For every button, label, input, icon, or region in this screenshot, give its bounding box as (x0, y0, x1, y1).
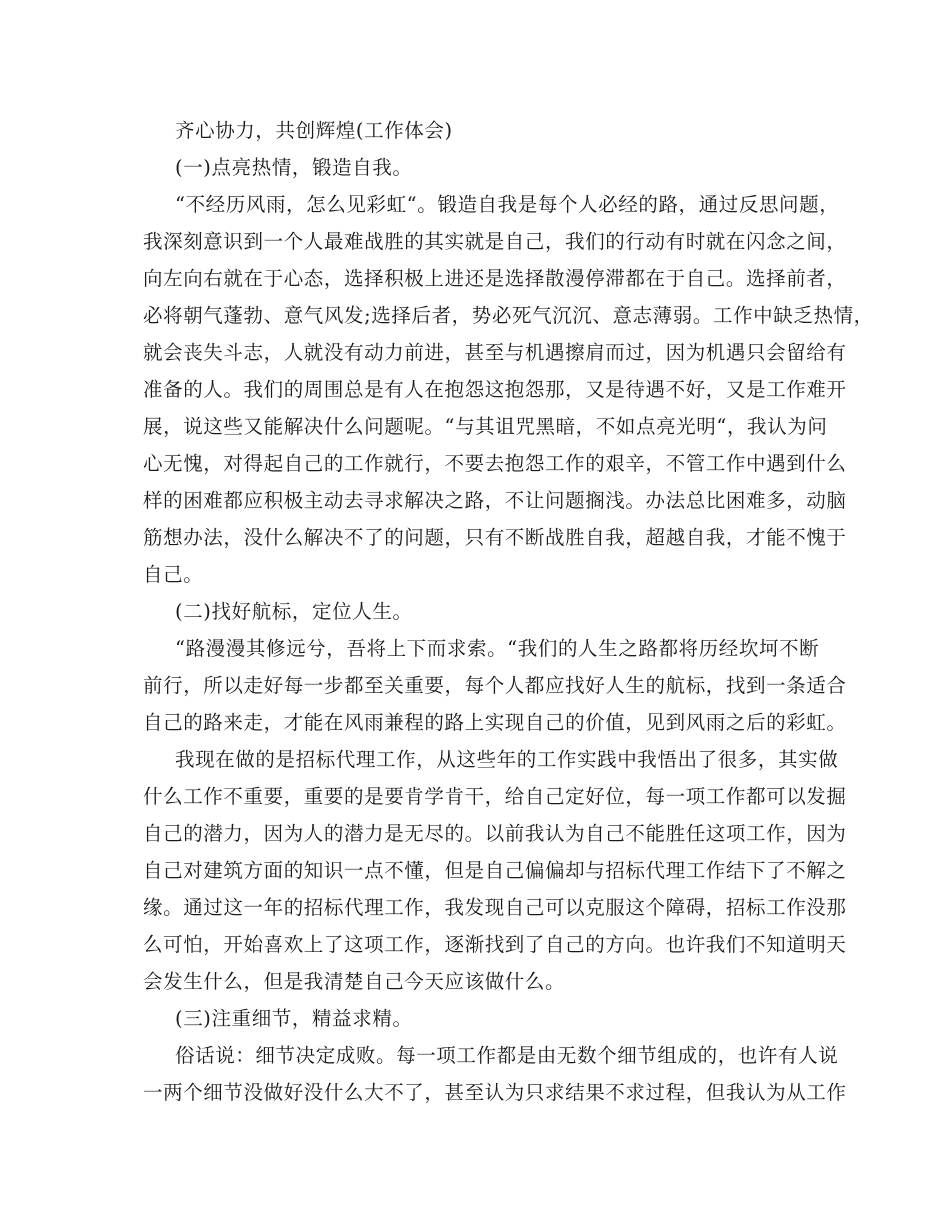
text-line: “不经历风雨，怎么见彩虹“。锻造自我是每个人必经的路，通过反思问题， (175, 193, 840, 216)
text-line: 齐心协力，共创辉煌(工作体会) (175, 119, 453, 142)
text-line: 俗话说：细节决定成败。每一项工作都是由无数个细节组成的，也许有人说 (175, 1044, 839, 1067)
text-line: (三)注重细节，精益求精。 (175, 1007, 413, 1030)
text-line: 什么工作不重要，重要的是要肯学肯干，给自己定好位，每一项工作都可以发掘 (143, 785, 847, 808)
text-line: 会发生什么，但是我清楚自己今天应该做什么。 (143, 970, 566, 993)
text-line: 必将朝气蓬勃、意气风发;选择后者，势必死气沉沉、意志薄弱。工作中缺乏热情， (143, 304, 874, 327)
text-line: 准备的人。我们的周围总是有人在抱怨这抱怨那，又是待遇不好，又是工作难开 (143, 378, 847, 401)
text-line: 向左向右就在于心态，选择积极上进还是选择散漫停滞都在于自己。选择前者， (143, 267, 847, 290)
text-line: (二)找好航标，定位人生。 (175, 600, 413, 623)
text-line: 一两个细节没做好没什么大不了，甚至认为只求结果不求过程，但我认为从工作 (143, 1081, 847, 1104)
text-line: 自己的潜力，因为人的潜力是无尽的。以前我认为自己不能胜任这项工作，因为 (143, 822, 847, 845)
text-line: 样的困难都应积极主动去寻求解决之路，不让问题搁浅。办法总比困难多，动脑 (143, 489, 847, 512)
text-line: 展，说这些又能解决什么问题呢。“与其诅咒黑暗，不如点亮光明“，我认为问 (143, 415, 828, 438)
text-line: 自己对建筑方面的知识一点不懂，但是自己偏偏却与招标代理工作结下了不解之 (143, 859, 847, 882)
document-body (0, 112, 950, 1111)
text-line: 么可怕，开始喜欢上了这项工作，逐渐找到了自己的方向。也许我们不知道明天 (143, 933, 847, 956)
text-line: 我现在做的是招标代理工作，从这些年的工作实践中我悟出了很多，其实做 (175, 748, 839, 771)
text-line: 自己。 (143, 563, 204, 586)
text-line: 筋想办法，没什么解决不了的问题，只有不断战胜自我，超越自我，才能不愧于 (143, 526, 847, 549)
text-line: 前行，所以走好每一步都至关重要，每个人都应找好人生的航标，找到一条适合 (143, 674, 847, 697)
text-line: 缘。通过这一年的招标代理工作，我发现自己可以克服这个障碍，招标工作没那 (143, 896, 847, 919)
text-line: “路漫漫其修远兮，吾将上下而求索。“我们的人生之路都将历经坎坷不断 (175, 637, 820, 660)
text-line: 心无愧，对得起自己的工作就行，不要去抱怨工作的艰辛，不管工作中遇到什么 (143, 452, 847, 475)
text-line: 就会丧失斗志，人就没有动力前进，甚至与机遇擦肩而过，因为机遇只会留给有 (143, 341, 847, 364)
text-line: 我深刻意识到一个人最难战胜的其实就是自己，我们的行动有时就在闪念之间， (143, 230, 847, 253)
text-line: 自己的路来走，才能在风雨兼程的路上实现自己的价值，见到风雨之后的彩虹。 (143, 711, 847, 734)
text-line: (一)点亮热情，锻造自我。 (175, 156, 413, 179)
